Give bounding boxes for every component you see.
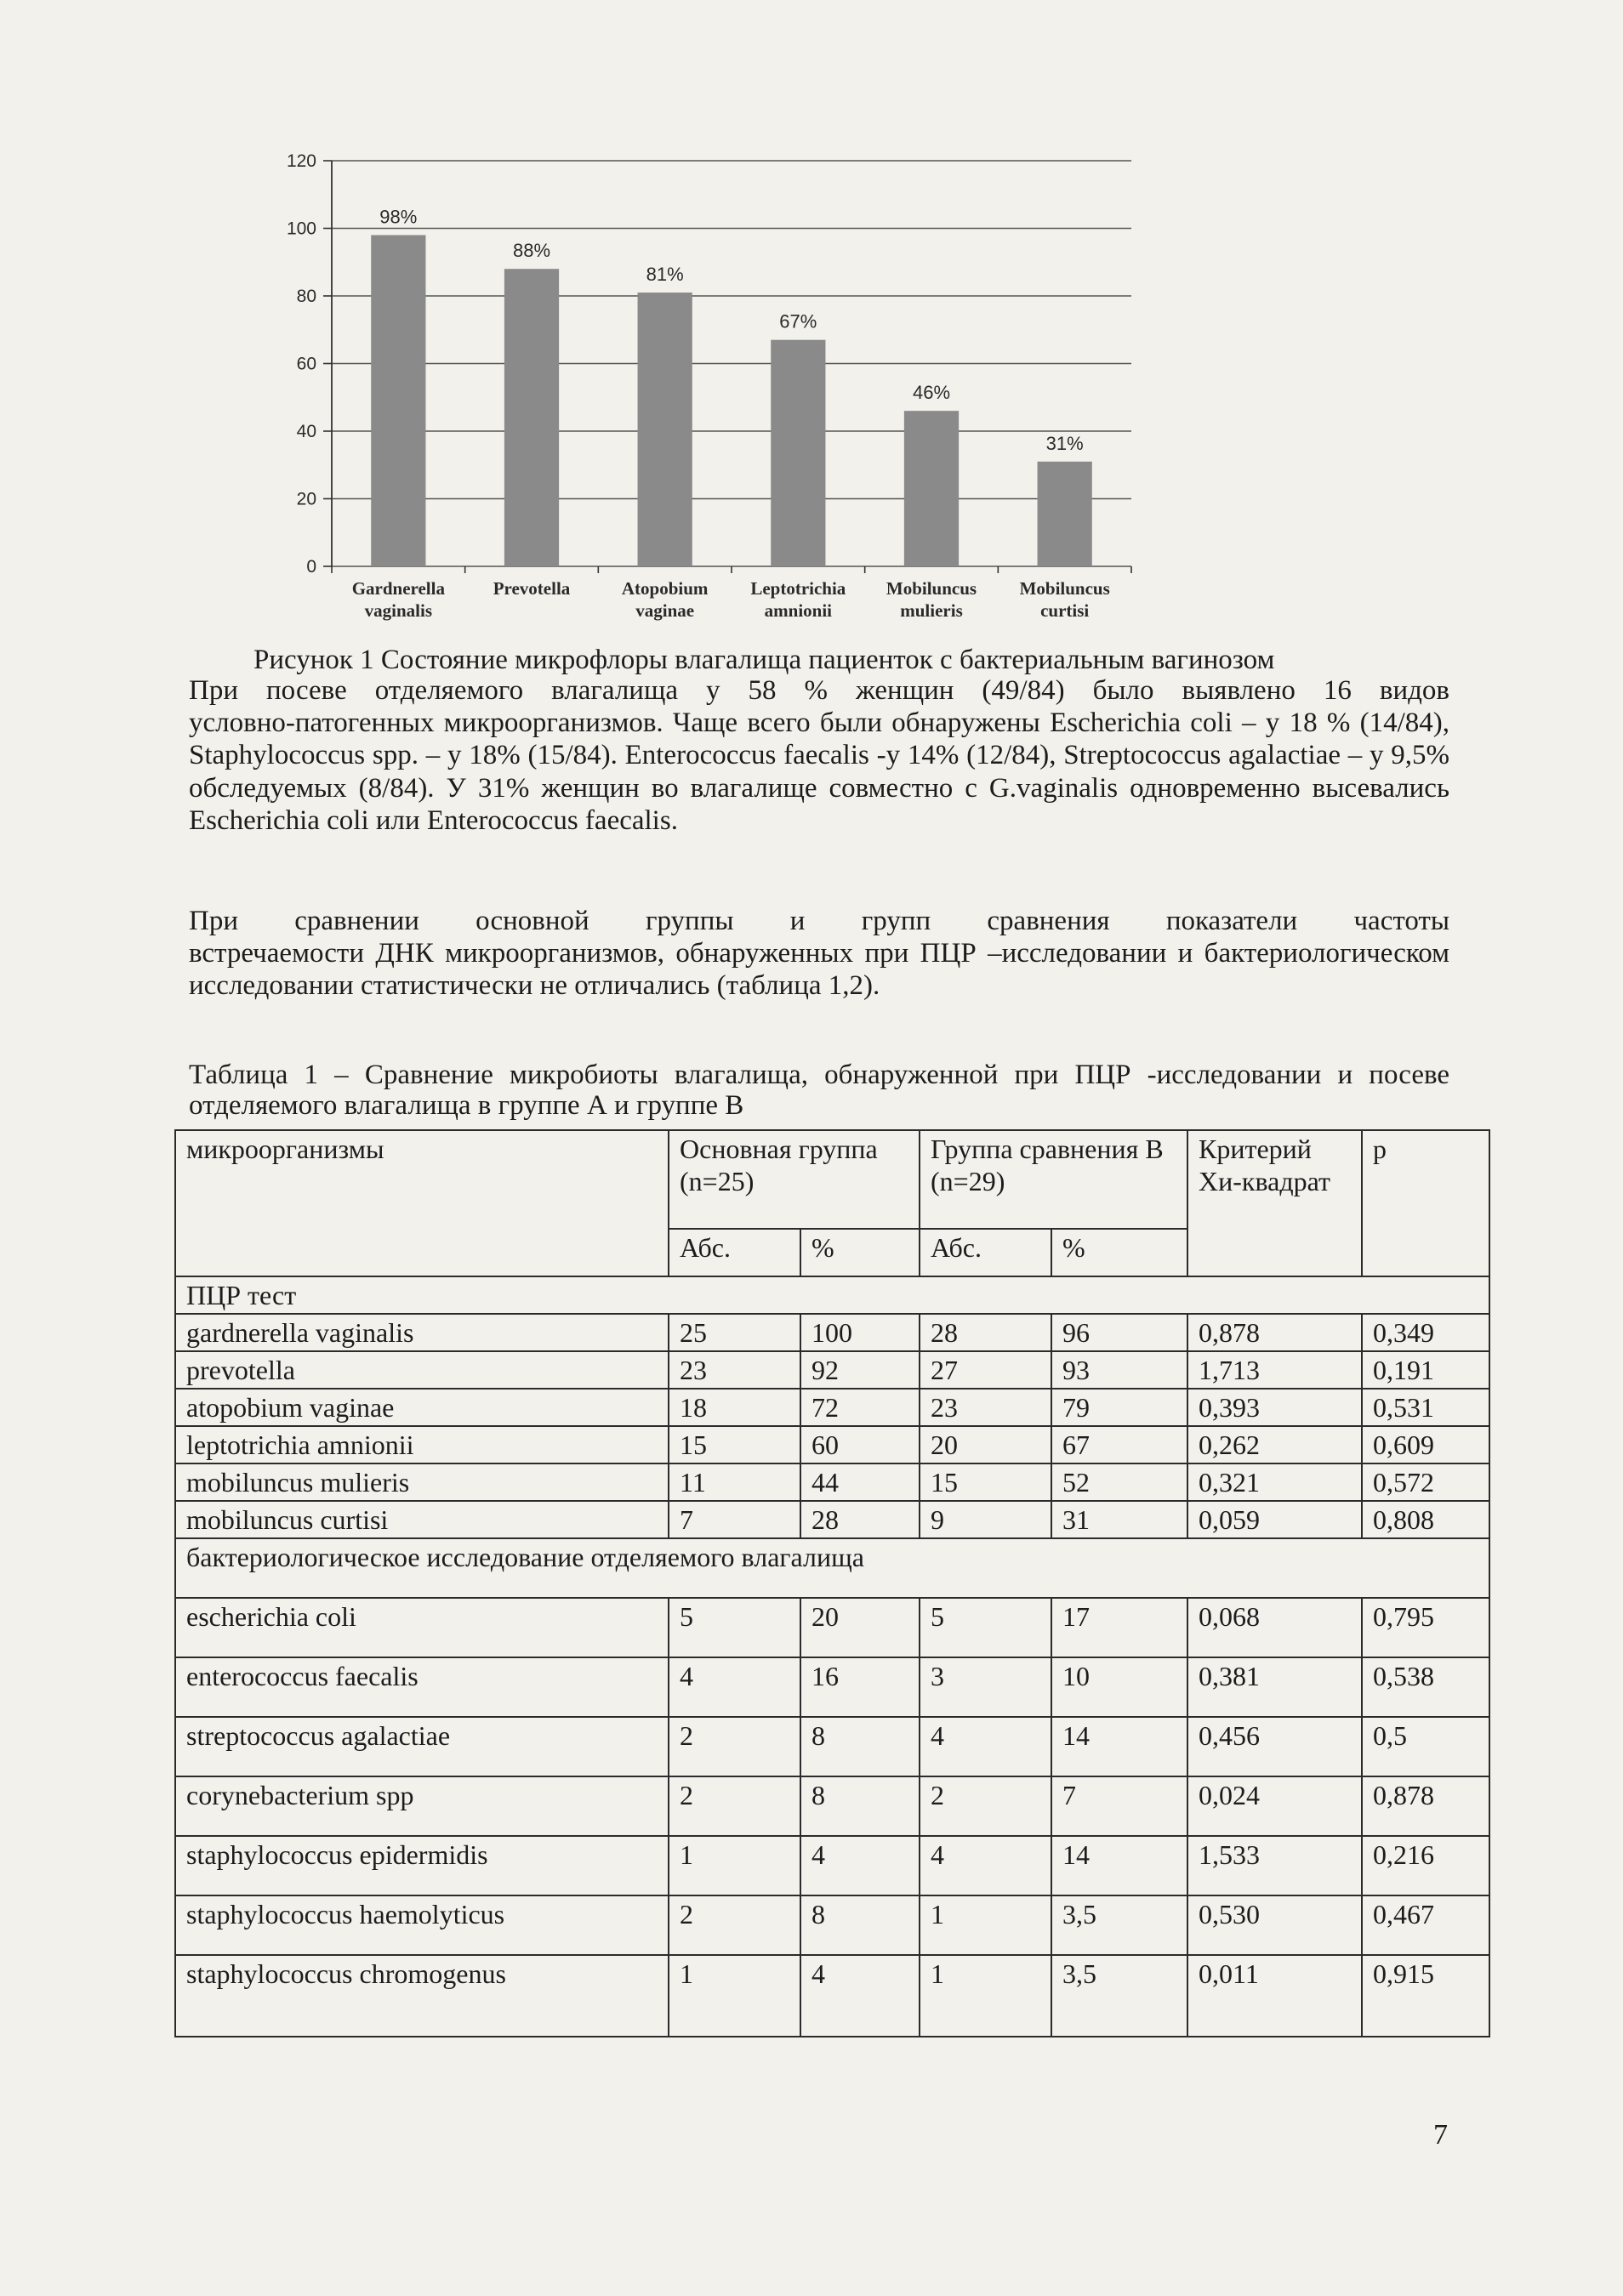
header-microorganisms: микроорганизмы bbox=[175, 1130, 669, 1276]
cell-main-abs: 25 bbox=[669, 1314, 800, 1351]
cell-organism: atopobium vaginae bbox=[175, 1389, 669, 1426]
cell-main-abs: 4 bbox=[669, 1657, 800, 1717]
comparison-table bbox=[174, 1129, 1490, 2037]
x-tick-label: Mobiluncus bbox=[1019, 578, 1110, 599]
table-row bbox=[175, 1389, 1489, 1426]
cell-p: 0,467 bbox=[1362, 1895, 1489, 1955]
cell-comparison-percent: 3,5 bbox=[1051, 1895, 1187, 1955]
y-tick-label: 20 bbox=[296, 489, 316, 509]
cell-chi-square: 0,024 bbox=[1187, 1776, 1362, 1836]
table-row bbox=[175, 1501, 1489, 1538]
cell-comparison-percent: 31 bbox=[1051, 1501, 1187, 1538]
cell-comparison-abs: 4 bbox=[920, 1836, 1051, 1895]
x-tick-label: Leptotrichia bbox=[750, 578, 846, 599]
cell-organism: enterococcus faecalis bbox=[175, 1657, 669, 1717]
bar bbox=[1038, 462, 1092, 566]
cell-comparison-abs: 23 bbox=[920, 1389, 1051, 1426]
x-tick-label: Atopobium bbox=[621, 578, 709, 599]
cell-comparison-abs: 1 bbox=[920, 1895, 1051, 1955]
cell-chi-square: 1,533 bbox=[1187, 1836, 1362, 1895]
cell-chi-square: 0,262 bbox=[1187, 1426, 1362, 1463]
cell-chi-square: 0,456 bbox=[1187, 1717, 1362, 1776]
bar bbox=[504, 269, 559, 566]
cell-main-percent: 4 bbox=[800, 1836, 920, 1895]
figure-caption: Рисунок 1 Состояние микрофлоры влагалища пациенток с бактериальным вагинозом bbox=[253, 645, 1275, 675]
data-label: 31% bbox=[1045, 432, 1084, 454]
cell-main-abs: 2 bbox=[669, 1776, 800, 1836]
cell-organism: staphylococcus chromogenus bbox=[175, 1955, 669, 2037]
cell-main-abs: 18 bbox=[669, 1389, 800, 1426]
cell-comparison-abs: 27 bbox=[920, 1351, 1051, 1389]
cell-p: 0,878 bbox=[1362, 1776, 1489, 1836]
cell-p: 0,808 bbox=[1362, 1501, 1489, 1538]
cell-main-percent: 92 bbox=[800, 1351, 920, 1389]
cell-p: 0,538 bbox=[1362, 1657, 1489, 1717]
paragraph-group-comparison bbox=[189, 905, 1449, 1003]
y-tick-label: 100 bbox=[286, 219, 316, 239]
header-comparison-group: Группа сравнения В (n=29) bbox=[920, 1130, 1187, 1229]
cell-main-percent: 20 bbox=[800, 1598, 920, 1657]
cell-main-abs: 2 bbox=[669, 1895, 800, 1955]
x-tick-label: Gardnerella bbox=[351, 578, 445, 599]
bar bbox=[904, 411, 959, 566]
cell-chi-square: 0,393 bbox=[1187, 1389, 1362, 1426]
cell-main-percent: 44 bbox=[800, 1463, 920, 1501]
table-row bbox=[175, 1776, 1489, 1836]
cell-main-percent: 8 bbox=[800, 1776, 920, 1836]
cell-comparison-abs: 5 bbox=[920, 1598, 1051, 1657]
cell-main-percent: 60 bbox=[800, 1426, 920, 1463]
cell-comparison-abs: 3 bbox=[920, 1657, 1051, 1717]
y-tick-label: 120 bbox=[286, 151, 316, 171]
bar bbox=[771, 340, 825, 566]
cell-comparison-abs: 9 bbox=[920, 1501, 1051, 1538]
section-pcr: ПЦР тест bbox=[175, 1276, 1489, 1314]
cell-comparison-abs: 2 bbox=[920, 1776, 1051, 1836]
y-tick-label: 80 bbox=[296, 287, 316, 306]
paragraph-group-comparison-rest: встречаемости ДНК микроорганизмов, обнаруженных при ПЦР –исследовании и бактериологическом исследовании статистически не отличались (таблица 1,2). bbox=[189, 938, 1449, 1002]
cell-comparison-percent: 10 bbox=[1051, 1657, 1187, 1717]
cell-comparison-percent: 93 bbox=[1051, 1351, 1187, 1389]
paragraph-culture-results-line1: При посеве отделяемого влагалища у 58 % женщин (49/84) было выявлено 16 видов bbox=[189, 675, 1449, 706]
cell-p: 0,5 bbox=[1362, 1717, 1489, 1776]
y-tick-label: 0 bbox=[306, 557, 316, 577]
cell-organism: prevotella bbox=[175, 1351, 669, 1389]
x-tick-label: vaginae bbox=[635, 600, 695, 621]
cell-p: 0,216 bbox=[1362, 1836, 1489, 1895]
table-row bbox=[175, 1836, 1489, 1895]
bar-chart-svg bbox=[281, 143, 1174, 649]
table-row bbox=[175, 1426, 1489, 1463]
data-label: 88% bbox=[512, 240, 551, 262]
table-row bbox=[175, 1351, 1489, 1389]
x-tick-label: vaginalis bbox=[364, 600, 433, 621]
cell-chi-square: 0,321 bbox=[1187, 1463, 1362, 1501]
paragraph-culture-results-rest: условно-патогенных микроорганизмов. Чаще всего были обнаружены Escherichia coli – у 18 % (14/84), Staphylococcus spp. – у 18% (15/84). Enterococcus faecalis -у 14% (12/84), Streptococcus agalactiae – у 9,5% обследуемых (8/84). У 31% женщин во влагалище совместно с G.vaginalis одновременно высевались Escherichia coli или Enterococcus faecalis. bbox=[189, 708, 1449, 836]
cell-organism: mobiluncus mulieris bbox=[175, 1463, 669, 1501]
y-tick-label: 40 bbox=[296, 422, 316, 441]
cell-comparison-percent: 3,5 bbox=[1051, 1955, 1187, 2037]
data-label: 67% bbox=[779, 310, 817, 332]
header-main-percent: % bbox=[800, 1229, 920, 1276]
cell-comparison-percent: 7 bbox=[1051, 1776, 1187, 1836]
x-tick-label: amnionii bbox=[764, 600, 833, 621]
cell-main-percent: 8 bbox=[800, 1895, 920, 1955]
table-row bbox=[175, 1717, 1489, 1776]
section-bacteriological: бактериологическое исследование отделяемого влагалища bbox=[175, 1538, 1489, 1598]
cell-p: 0,572 bbox=[1362, 1463, 1489, 1501]
cell-p: 0,531 bbox=[1362, 1389, 1489, 1426]
data-label: 81% bbox=[646, 264, 684, 286]
table-row bbox=[175, 1657, 1489, 1717]
bar-chart bbox=[281, 143, 1174, 649]
cell-comparison-percent: 14 bbox=[1051, 1717, 1187, 1776]
y-tick-label: 60 bbox=[296, 354, 316, 374]
cell-main-abs: 11 bbox=[669, 1463, 800, 1501]
header-p: p bbox=[1362, 1130, 1489, 1276]
cell-chi-square: 0,068 bbox=[1187, 1598, 1362, 1657]
cell-organism: staphylococcus haemolyticus bbox=[175, 1895, 669, 1955]
cell-comparison-percent: 52 bbox=[1051, 1463, 1187, 1501]
cell-organism: staphylococcus epidermidis bbox=[175, 1836, 669, 1895]
cell-comparison-abs: 20 bbox=[920, 1426, 1051, 1463]
cell-comparison-percent: 17 bbox=[1051, 1598, 1187, 1657]
x-tick-label: Mobiluncus bbox=[886, 578, 977, 599]
paragraph-group-comparison-line1: При сравнении основной группы и групп сравнения показатели частоты bbox=[189, 906, 1449, 936]
cell-chi-square: 0,381 bbox=[1187, 1657, 1362, 1717]
cell-p: 0,915 bbox=[1362, 1955, 1489, 2037]
table-title: Таблица 1 – Сравнение микробиоты влагалища, обнаруженной при ПЦР -исследовании и посеве отделяемого влагалища в группе А и группе В bbox=[189, 1060, 1449, 1121]
table-row bbox=[175, 1895, 1489, 1955]
cell-chi-square: 0,011 bbox=[1187, 1955, 1362, 2037]
cell-chi-square: 0,878 bbox=[1187, 1314, 1362, 1351]
cell-p: 0,349 bbox=[1362, 1314, 1489, 1351]
cell-main-abs: 7 bbox=[669, 1501, 800, 1538]
cell-comparison-abs: 15 bbox=[920, 1463, 1051, 1501]
header-chi-square: Критерий Хи-квадрат bbox=[1187, 1130, 1362, 1276]
data-label: 98% bbox=[379, 206, 418, 228]
cell-p: 0,191 bbox=[1362, 1351, 1489, 1389]
bar bbox=[371, 235, 425, 566]
header-comparison-percent: % bbox=[1051, 1229, 1187, 1276]
cell-comparison-abs: 1 bbox=[920, 1955, 1051, 2037]
cell-main-abs: 1 bbox=[669, 1836, 800, 1895]
cell-main-percent: 8 bbox=[800, 1717, 920, 1776]
cell-main-percent: 16 bbox=[800, 1657, 920, 1717]
cell-comparison-percent: 79 bbox=[1051, 1389, 1187, 1426]
cell-main-percent: 4 bbox=[800, 1955, 920, 2037]
cell-organism: escherichia coli bbox=[175, 1598, 669, 1657]
x-tick-label: mulieris bbox=[900, 600, 963, 621]
x-tick-label: Prevotella bbox=[493, 578, 571, 599]
cell-comparison-abs: 28 bbox=[920, 1314, 1051, 1351]
cell-main-abs: 1 bbox=[669, 1955, 800, 2037]
cell-organism: gardnerella vaginalis bbox=[175, 1314, 669, 1351]
paragraph-culture-results bbox=[189, 674, 1449, 837]
page-number: 7 bbox=[1433, 2119, 1448, 2151]
cell-main-abs: 15 bbox=[669, 1426, 800, 1463]
cell-organism: streptococcus agalactiae bbox=[175, 1717, 669, 1776]
cell-chi-square: 0,530 bbox=[1187, 1895, 1362, 1955]
bar bbox=[638, 293, 692, 566]
cell-organism: leptotrichia amnionii bbox=[175, 1426, 669, 1463]
cell-main-percent: 28 bbox=[800, 1501, 920, 1538]
header-comparison-abs: Абс. bbox=[920, 1229, 1051, 1276]
header-main-group: Основная группа (n=25) bbox=[669, 1130, 920, 1229]
table-row bbox=[175, 1314, 1489, 1351]
cell-p: 0,795 bbox=[1362, 1598, 1489, 1657]
table-row bbox=[175, 1955, 1489, 2037]
x-tick-label: curtisi bbox=[1040, 600, 1090, 621]
cell-main-percent: 72 bbox=[800, 1389, 920, 1426]
cell-comparison-percent: 96 bbox=[1051, 1314, 1187, 1351]
cell-organism: corynebacterium spp bbox=[175, 1776, 669, 1836]
cell-comparison-percent: 67 bbox=[1051, 1426, 1187, 1463]
cell-comparison-percent: 14 bbox=[1051, 1836, 1187, 1895]
cell-chi-square: 0,059 bbox=[1187, 1501, 1362, 1538]
cell-organism: mobiluncus curtisi bbox=[175, 1501, 669, 1538]
cell-chi-square: 1,713 bbox=[1187, 1351, 1362, 1389]
table-row bbox=[175, 1463, 1489, 1501]
data-label: 46% bbox=[912, 382, 951, 404]
cell-main-abs: 23 bbox=[669, 1351, 800, 1389]
table-row bbox=[175, 1598, 1489, 1657]
cell-main-abs: 2 bbox=[669, 1717, 800, 1776]
cell-comparison-abs: 4 bbox=[920, 1717, 1051, 1776]
header-main-abs: Абс. bbox=[669, 1229, 800, 1276]
cell-main-percent: 100 bbox=[800, 1314, 920, 1351]
cell-main-abs: 5 bbox=[669, 1598, 800, 1657]
cell-p: 0,609 bbox=[1362, 1426, 1489, 1463]
